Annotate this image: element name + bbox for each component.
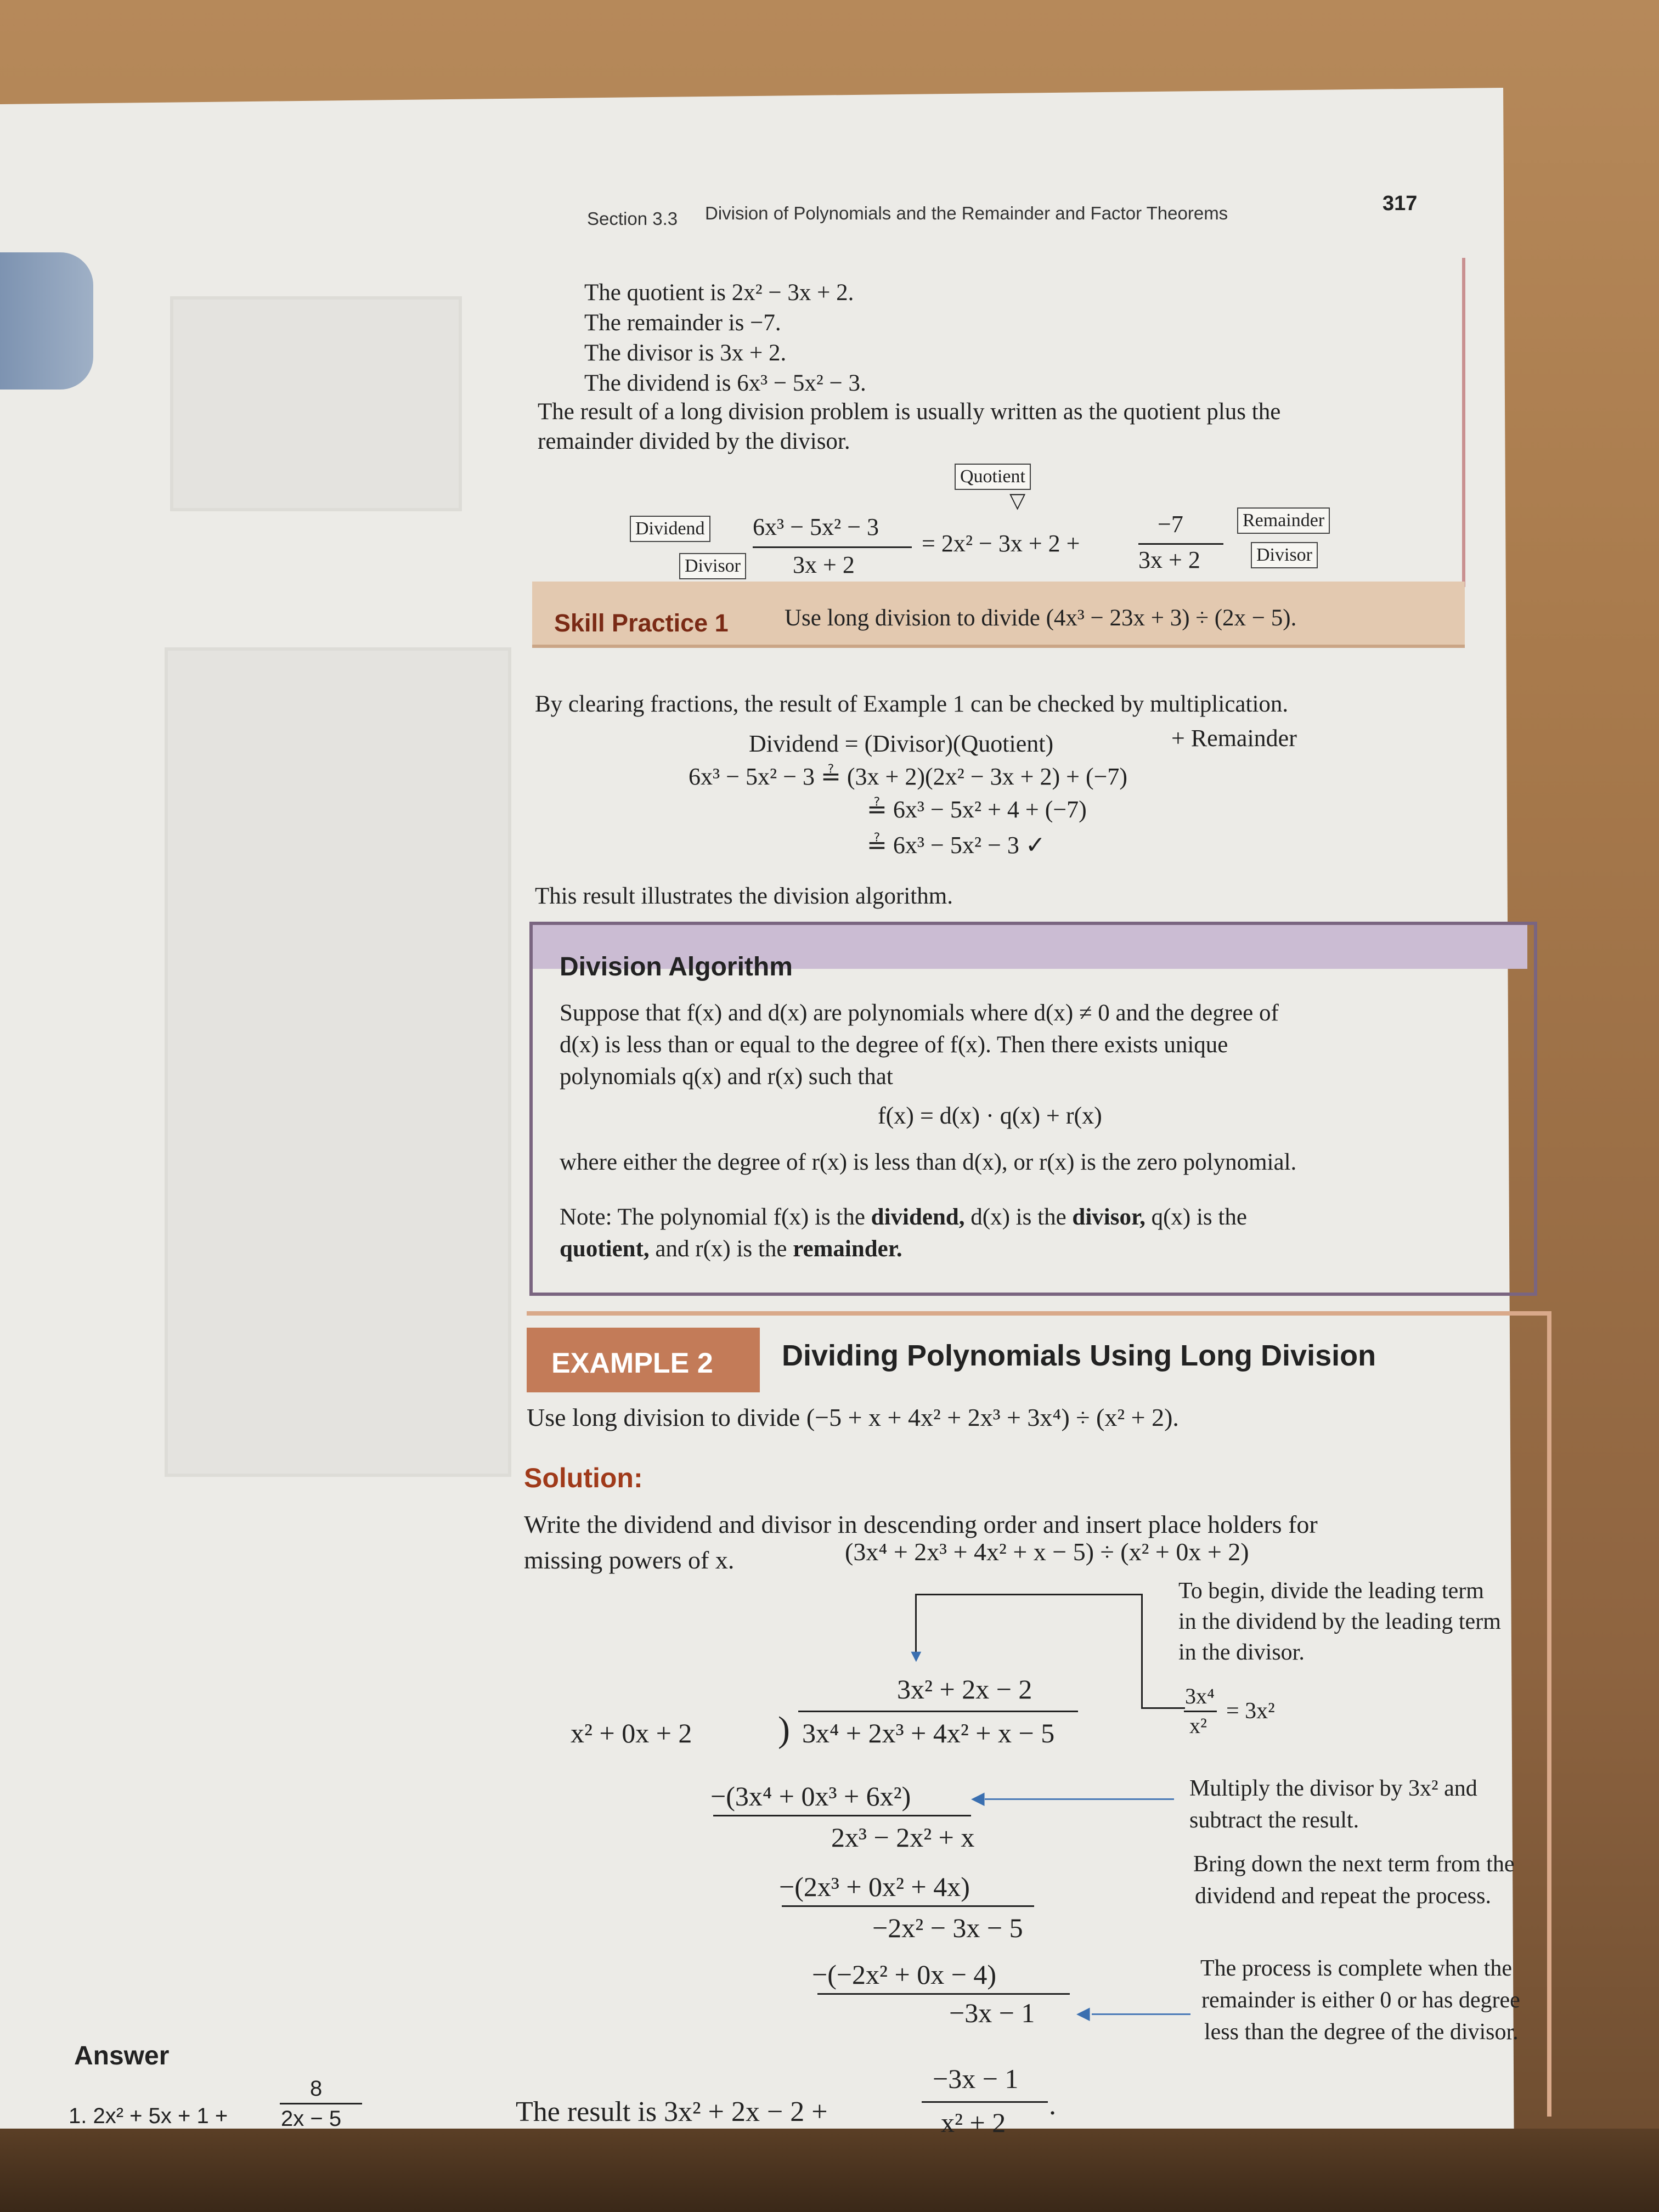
page-edge-shadow [0,2129,1659,2212]
bleed-through-box [170,296,462,511]
check-row-1-remainder: + Remainder [1171,725,1297,752]
solution-label: Solution: [524,1463,643,1493]
check-row-4: ≟ 6x³ − 5x² − 3 ✓ [867,832,1046,859]
division-bracket: ) [778,1709,790,1750]
diagram-denominator: 3x + 2 [793,551,855,578]
result-numerator: −3x − 1 [933,2063,1019,2094]
fraction-bar [753,546,912,548]
answer-label: Answer [74,2041,170,2070]
result-text: The result is 3x² + 2x − 2 + [516,2096,828,2128]
note-4-line-1: The process is complete when the [1200,1956,1512,1981]
remainder-tag: Remainder [1237,507,1330,534]
bleed-through-box [165,647,511,1477]
answer-item: 1. 2x² + 5x + 1 + [69,2104,228,2128]
note-4-line-3: less than the degree of the divisor. [1204,2019,1519,2045]
result-denominator: x² + 2 [941,2107,1006,2138]
remainder-denominator: 3x + 2 [1138,546,1200,573]
section-label: Section 3.3 [587,208,678,229]
example-label: EXAMPLE 2 [551,1347,713,1379]
page-tab-marker [0,252,93,390]
algorithm-line-4: where either the degree of r(x) is less than d(x), or r(x) is the zero polynomial. [560,1149,1297,1175]
step-rule [713,1815,971,1816]
quotient-pointer-icon: ▽ [1009,489,1026,512]
step-3-subtract: −(2x³ + 0x² + 4x) [779,1871,970,1902]
note-3-line-2: dividend and repeat the process. [1195,1883,1491,1909]
solution-line-2: missing powers of x. [524,1546,735,1574]
summary-line-dividend: The dividend is 6x³ − 5x² − 3. [584,370,866,396]
check-row-3: ≟ 6x³ − 5x² + 4 + (−7) [867,796,1087,823]
bracket-left [915,1594,917,1654]
page-number: 317 [1383,192,1418,215]
note-1-result: = 3x² [1226,1699,1275,1724]
check-row-2: 6x³ − 5x² − 3 ≟ (3x + 2)(2x² − 3x + 2) + (−7) [689,763,1128,790]
answer-fraction-numerator: 8 [310,2076,323,2101]
example-problem: Use long division to divide (−5 + x + 4x² + 2x³ + 3x⁴) ÷ (x² + 2). [527,1403,1179,1431]
dividend-tag: Dividend [630,516,710,542]
skill-practice-text: Use long division to divide (4x³ − 23x + 3) ÷ (2x − 5). [785,605,1297,631]
step-4-remainder: −2x² − 3x − 5 [872,1912,1023,1943]
note-2-line-2: subtract the result. [1189,1808,1359,1833]
summary-paragraph-2: remainder divided by the divisor. [538,428,850,454]
long-division-dividend: 3x⁴ + 2x³ + 4x² + x − 5 [802,1718,1055,1748]
remainder-numerator: −7 [1158,511,1183,538]
result-period: . [1049,2090,1056,2121]
arrow-left-icon: ◀ [1076,2003,1090,2023]
step-2-remainder: 2x³ − 2x² + x [831,1822,975,1853]
quotient-tag: Quotient [955,464,1031,490]
check-intro: By clearing fractions, the result of Example 1 can be checked by multiplication. [535,691,1289,717]
algorithm-formula: f(x) = d(x) · q(x) + r(x) [878,1102,1102,1129]
summary-line-remainder: The remainder is −7. [584,310,781,336]
summary-line-quotient: The quotient is 2x² − 3x + 2. [584,280,854,306]
long-division-divisor: x² + 0x + 2 [571,1718,692,1748]
step-6-final-remainder: −3x − 1 [949,1997,1035,2028]
skill-practice-label: Skill Practice 1 [554,609,729,637]
note-2-arrow [985,1798,1174,1800]
bracket-top [915,1594,1143,1595]
check-row-1: Dividend = (Divisor)(Quotient) [749,730,1054,757]
divisor-tag: Divisor [679,553,746,579]
note-1-line-2: in the dividend by the leading term [1178,1609,1501,1634]
answer-fraction-denominator: 2x − 5 [281,2107,342,2131]
fraction-bar [1138,543,1223,545]
diagram-numerator: 6x³ − 5x² − 3 [753,514,879,540]
section-title: Division of Polynomials and the Remainder and Factor Theorems [705,203,1228,223]
fraction-bar [922,2101,1048,2103]
algorithm-line-1: Suppose that f(x) and d(x) are polynomials where d(x) ≠ 0 and the degree of [560,1000,1279,1026]
step-1-subtract: −(3x⁴ + 0x³ + 6x²) [710,1781,911,1812]
summary-line-divisor: The divisor is 3x + 2. [584,340,787,366]
note-2-line-1: Multiply the divisor by 3x² and [1189,1776,1477,1801]
note-1-line-1: To begin, divide the leading term [1178,1578,1484,1604]
step-rule [817,1993,1070,1995]
diagram-equals-quotient: = 2x² − 3x + 2 + [922,530,1080,557]
fraction-bar [1184,1711,1217,1712]
fraction-bar [280,2103,362,2104]
long-division-quotient: 3x² + 2x − 2 [897,1674,1032,1705]
divisor-tag-right: Divisor [1251,542,1318,568]
step-rule [782,1905,1034,1907]
arrow-left-icon: ◀ [971,1788,985,1808]
division-bar [798,1711,1078,1712]
note-1-line-3: in the divisor. [1178,1640,1305,1665]
solution-line-1: Write the dividend and divisor in descending order and insert place holders for [524,1510,1318,1538]
note-4-arrow [1092,2013,1190,2015]
solution-rewritten-problem: (3x⁴ + 2x³ + 4x² + x − 5) ÷ (x² + 0x + 2) [845,1538,1249,1566]
algorithm-note-line-2: quotient, and r(x) is the remainder. [560,1236,902,1262]
division-algorithm-title: Division Algorithm [560,952,793,981]
note-1-fraction-denominator: x² [1189,1713,1207,1738]
note-1-fraction-numerator: 3x⁴ [1185,1684,1215,1708]
example-heading: Dividing Polynomials Using Long Division [782,1339,1376,1372]
bracket-bottom [1141,1707,1185,1709]
note-3-line-1: Bring down the next term from the [1193,1852,1515,1877]
summary-paragraph: The result of a long division problem is usually written as the quotient plus the [538,399,1281,425]
example-frame-rule [1462,258,1465,587]
step-5-subtract: −(−2x² + 0x − 4) [812,1959,997,1990]
algorithm-note-line-1: Note: The polynomial f(x) is the dividend, d(x) is the divisor, q(x) is the [560,1204,1247,1230]
note-4-line-2: remainder is either 0 or has degree [1201,1988,1520,2013]
algorithm-line-2: d(x) is less than or equal to the degree of f(x). Then there exists unique [560,1032,1228,1058]
check-conclusion: This result illustrates the division algorithm. [535,883,953,909]
bracket-right [1141,1594,1143,1709]
algorithm-line-3: polynomials q(x) and r(x) such that [560,1064,893,1090]
arrow-down-icon: ▼ [907,1646,925,1666]
